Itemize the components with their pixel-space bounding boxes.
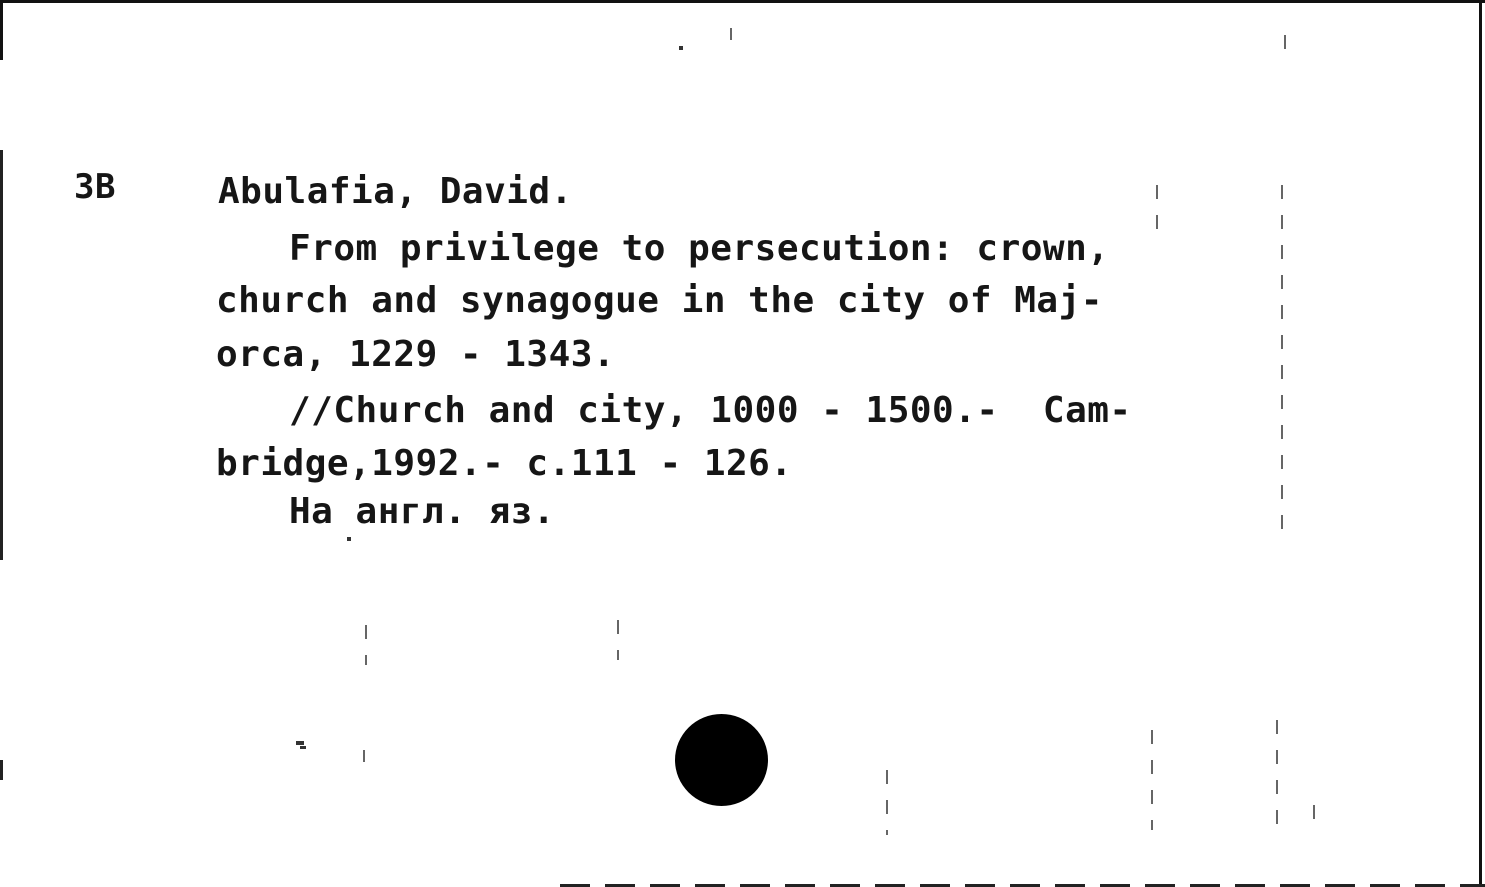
scan-speck bbox=[347, 537, 351, 541]
scan-artifact-line bbox=[1276, 720, 1278, 830]
scan-artifact-line bbox=[617, 620, 619, 660]
scan-artifact-line bbox=[730, 28, 732, 40]
scan-artifact-line bbox=[1281, 185, 1283, 535]
card-left-edge bbox=[0, 0, 3, 60]
author-heading: Abulafia, David. bbox=[218, 171, 573, 212]
scan-artifact-line bbox=[1313, 805, 1315, 820]
card-right-edge bbox=[1479, 0, 1482, 887]
scan-artifact-line bbox=[365, 625, 367, 665]
card-left-edge bbox=[0, 760, 3, 780]
punch-hole bbox=[675, 714, 768, 806]
card-left-edge bbox=[0, 150, 3, 560]
scan-artifact-line bbox=[886, 770, 888, 835]
scan-speck bbox=[300, 746, 306, 749]
scan-artifact-line bbox=[363, 750, 365, 762]
scan-speck bbox=[679, 46, 683, 50]
card-top-edge bbox=[0, 0, 1485, 3]
scan-artifact-line bbox=[1151, 730, 1153, 830]
title-line: church and synagogue in the city of Maj- bbox=[216, 280, 1103, 321]
call-number: 3B bbox=[74, 167, 116, 207]
source-line: //Church and city, 1000 - 1500.- Cam- bbox=[289, 390, 1132, 431]
language-note: На англ. яз. bbox=[289, 491, 556, 532]
title-line: From privilege to persecution: crown, bbox=[289, 228, 1110, 269]
scan-artifact-line bbox=[1284, 35, 1286, 65]
source-line: bridge,1992.- c.111 - 126. bbox=[216, 443, 793, 484]
title-line: orca, 1229 - 1343. bbox=[216, 334, 616, 375]
scan-artifact-line bbox=[1156, 185, 1158, 245]
scan-speck bbox=[296, 741, 304, 745]
